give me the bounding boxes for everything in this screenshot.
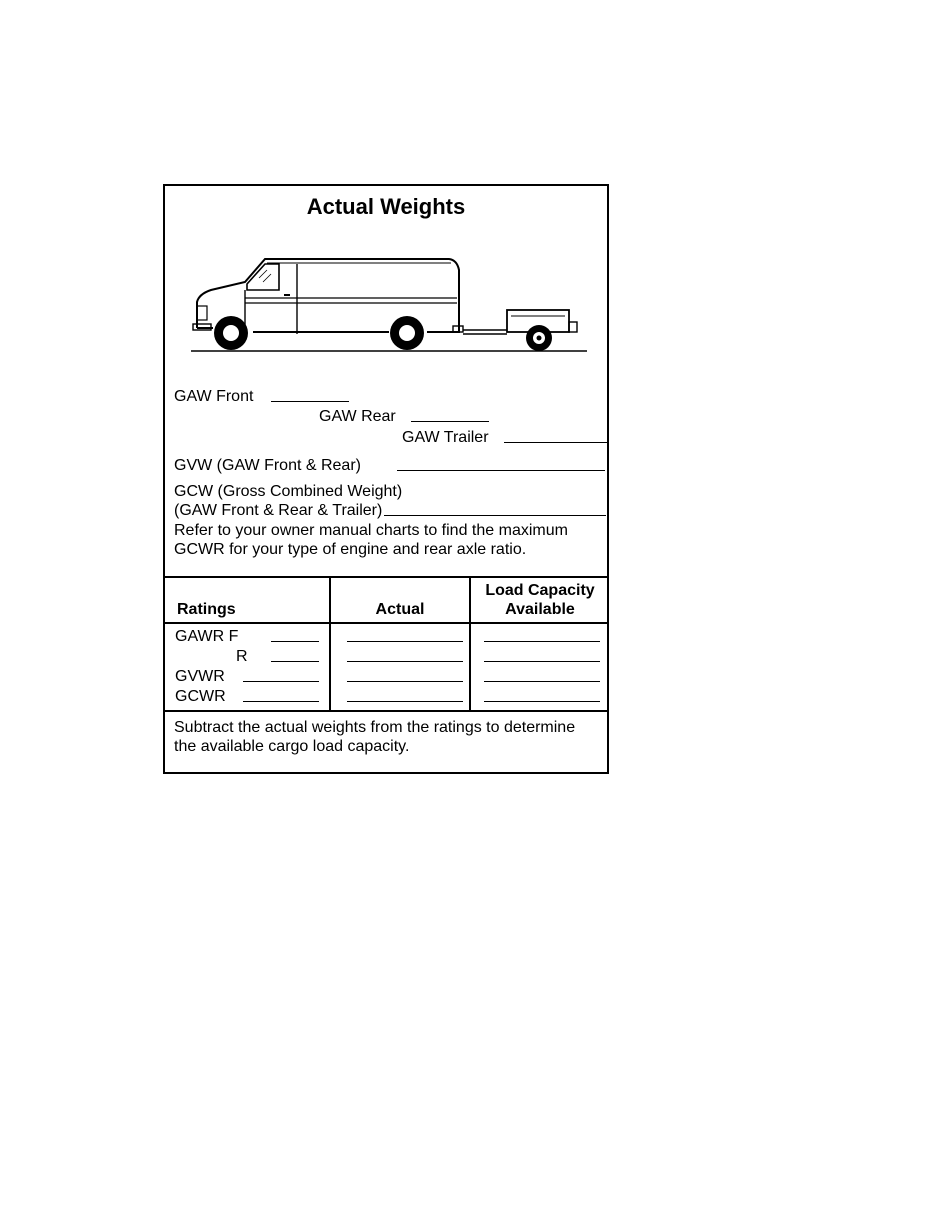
row-label-gawr-f: GAWR F xyxy=(175,628,239,645)
gcw-label-line2: (GAW Front & Rear & Trailer) xyxy=(174,502,383,519)
gvw-blank[interactable] xyxy=(397,470,605,471)
gvw-label: GVW (GAW Front & Rear) xyxy=(174,457,361,474)
table-bottom-border xyxy=(165,710,607,712)
gcw-blank[interactable] xyxy=(384,515,606,516)
row-label-gcwr: GCWR xyxy=(175,688,226,705)
table-header-border xyxy=(165,622,607,624)
row-label-gawr-r: R xyxy=(236,648,248,665)
header-actual: Actual xyxy=(375,601,425,618)
gaw-front-blank[interactable] xyxy=(271,401,349,402)
table-top-border xyxy=(165,576,607,578)
capacity-blank-gvwr[interactable] xyxy=(484,681,600,682)
table-divider-1 xyxy=(329,576,331,710)
rating-blank-gawr-r[interactable] xyxy=(271,661,319,662)
row-label-gvwr: GVWR xyxy=(175,668,225,685)
gaw-trailer-blank[interactable] xyxy=(504,442,607,443)
gaw-rear-label: GAW Rear xyxy=(319,408,396,425)
van-with-trailer-illustration xyxy=(189,250,589,365)
header-load-capacity-line2: Available xyxy=(505,601,575,618)
actual-weights-card xyxy=(163,184,609,774)
rating-blank-gawr-f[interactable] xyxy=(271,641,319,642)
gaw-rear-blank[interactable] xyxy=(411,421,489,422)
gaw-front-label: GAW Front xyxy=(174,388,254,405)
header-ratings: Ratings xyxy=(177,601,236,618)
header-load-capacity-line1: Load Capacity xyxy=(485,582,595,599)
van-icon xyxy=(189,250,589,360)
rating-blank-gcwr[interactable] xyxy=(243,701,319,702)
actual-blank-gvwr[interactable] xyxy=(347,681,463,682)
actual-blank-gcwr[interactable] xyxy=(347,701,463,702)
footer-note: Subtract the actual weights from the ratings to determine the available cargo load capacity. xyxy=(174,719,576,755)
actual-blank-gawr-f[interactable] xyxy=(347,641,463,642)
note-line1: Refer to your owner manual charts to find the maximum xyxy=(174,522,568,539)
capacity-blank-gcwr[interactable] xyxy=(484,701,600,702)
card-title: Actual Weights xyxy=(306,194,466,219)
rating-blank-gvwr[interactable] xyxy=(243,681,319,682)
note-line2: GCWR for your type of engine and rear axle ratio. xyxy=(174,541,527,558)
actual-blank-gawr-r[interactable] xyxy=(347,661,463,662)
capacity-blank-gawr-r[interactable] xyxy=(484,661,600,662)
gcw-label-line1: GCW (Gross Combined Weight) xyxy=(174,483,403,500)
gaw-trailer-label: GAW Trailer xyxy=(402,429,489,446)
capacity-blank-gawr-f[interactable] xyxy=(484,641,600,642)
